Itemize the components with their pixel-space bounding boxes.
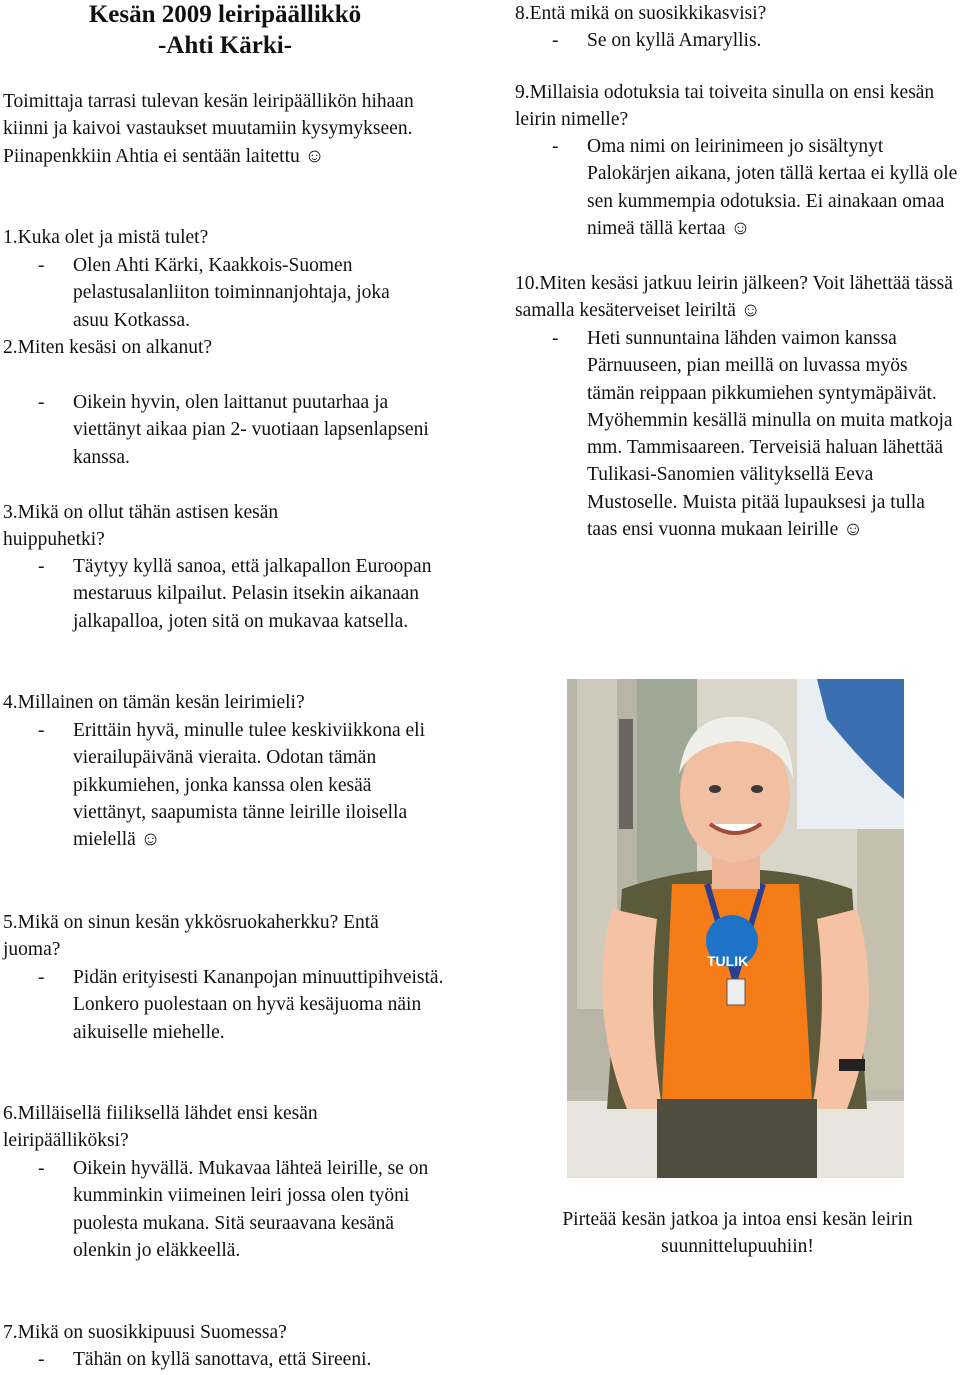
article-title-line-2: -Ahti Kärki- [157, 32, 293, 59]
answer-dash: - [38, 392, 45, 413]
answer-3: Täytyy kyllä sanoa, että jalkapallon Euroopan mestaruus kilpailut. Pelasin itsekin aikanaan jalkapalloa, joten sitä on mukavaa katsella. [73, 556, 432, 632]
answer-2: Oikein hyvin, olen laittanut puutarhaa ja viettänyt aikaa pian 2- vuotiaan lapsenlapseni kanssa. [73, 392, 429, 468]
portrait-photo [567, 679, 904, 1178]
question-9: 9.Millaisia odotuksia tai toiveita sinulla on ensi kesän leirin nimelle? [515, 82, 935, 131]
answer-5: Pidän erityisesti Kananpojan minuuttipihveistä. Lonkero puolestaan on hyvä kesäjuoma näin aikuiselle miehelle. [73, 967, 444, 1043]
portrait-illustration [567, 679, 904, 1178]
question-4: 4.Millainen on tämän kesän leirimieli? [3, 692, 305, 713]
answer-1: Olen Ahti Kärki, Kaakkois-Suomen pelastusalanliiton toiminnanjohtaja, joka asuu Kotkassa. [73, 255, 390, 331]
answer-7: Tähän on kyllä sanottava, että Sireeni. [73, 1349, 372, 1370]
answer-dash: - [38, 967, 45, 988]
photo-caption: Pirteää kesän jatkoa ja intoa ensi kesän leirin suunnittelupuuhiin! [562, 1209, 913, 1258]
question-8: 8.Entä mikä on suosikkikasvisi? [515, 3, 767, 24]
answer-dash: - [552, 328, 559, 349]
shirt-print-text: TULIK [707, 953, 749, 969]
intro-paragraph: Toimittaja tarrasi tulevan kesän leiripäällikön hihaan kiinni ja kaivoi vastaukset muutamiin kysymykseen. Piinapenkkiin Ahtia ei sentään laitettu ☺ [3, 91, 414, 167]
answer-dash: - [38, 1349, 45, 1370]
question-6: 6.Milläisellä fiiliksellä lähdet ensi kesän leiripäälliköksi? [3, 1103, 318, 1152]
answer-dash: - [552, 30, 559, 51]
answer-dash: - [552, 136, 559, 157]
answer-10: Heti sunnuntaina lähden vaimon kanssa Pärnuuseen, pian meillä on luvassa myös tämän reippaan pikkumiehen syntymäpäivät. Myöhemmin kesällä minulla on muita matkoja mm. Tammisaareen. Terveisiä haluan lähettää Tulikasi-Sanomien välityksellä Eeva Mustoselle. Muista pitää lupauksesi ja tulla taas ensi vuonna mukaan leirille ☺ [587, 328, 953, 541]
answer-4: Erittäin hyvä, minulle tulee keskiviikkona eli vierailupäivänä vieraita. Odotan tämän pikkumiehen, jonka kanssa olen kesää viettänyt, saapumista tänne leirille iloisella mielellä ☺ [73, 720, 425, 851]
answer-6: Oikein hyvällä. Mukavaa lähteä leirille, se on kumminkin viimeinen leiri jossa olen työni puolesta mukana. Sitä seuraavana kesänä olenkin jo eläkkeellä. [73, 1158, 429, 1261]
question-3: 3.Mikä on ollut tähän astisen kesän huippuhetki? [3, 502, 279, 551]
answer-dash: - [38, 1158, 45, 1179]
answer-dash: - [38, 255, 45, 276]
question-2: 2.Miten kesäsi on alkanut? [3, 337, 213, 358]
answer-9: Oma nimi on leirinimeen jo sisältynyt Palokärjen aikana, joten tällä kertaa ei kyllä ole sen kummempia odotuksia. Ei ainakaan omaa nimeä tällä kertaa ☺ [587, 136, 958, 239]
question-5: 5.Mikä on sinun kesän ykkösruokaherkku? Entä juoma? [3, 912, 379, 961]
article-title-line-1: Kesän 2009 leiripäällikkö [88, 1, 362, 28]
answer-dash: - [38, 556, 45, 577]
answer-dash: - [38, 720, 45, 741]
answer-8: Se on kyllä Amaryllis. [587, 30, 762, 51]
question-7: 7.Mikä on suosikkipuusi Suomessa? [3, 1322, 287, 1343]
question-10: 10.Miten kesäsi jatkuu leirin jälkeen? Voit lähettää tässä samalla kesäterveiset leiriltä ☺ [515, 273, 953, 322]
question-1: 1.Kuka olet ja mistä tulet? [3, 227, 209, 248]
